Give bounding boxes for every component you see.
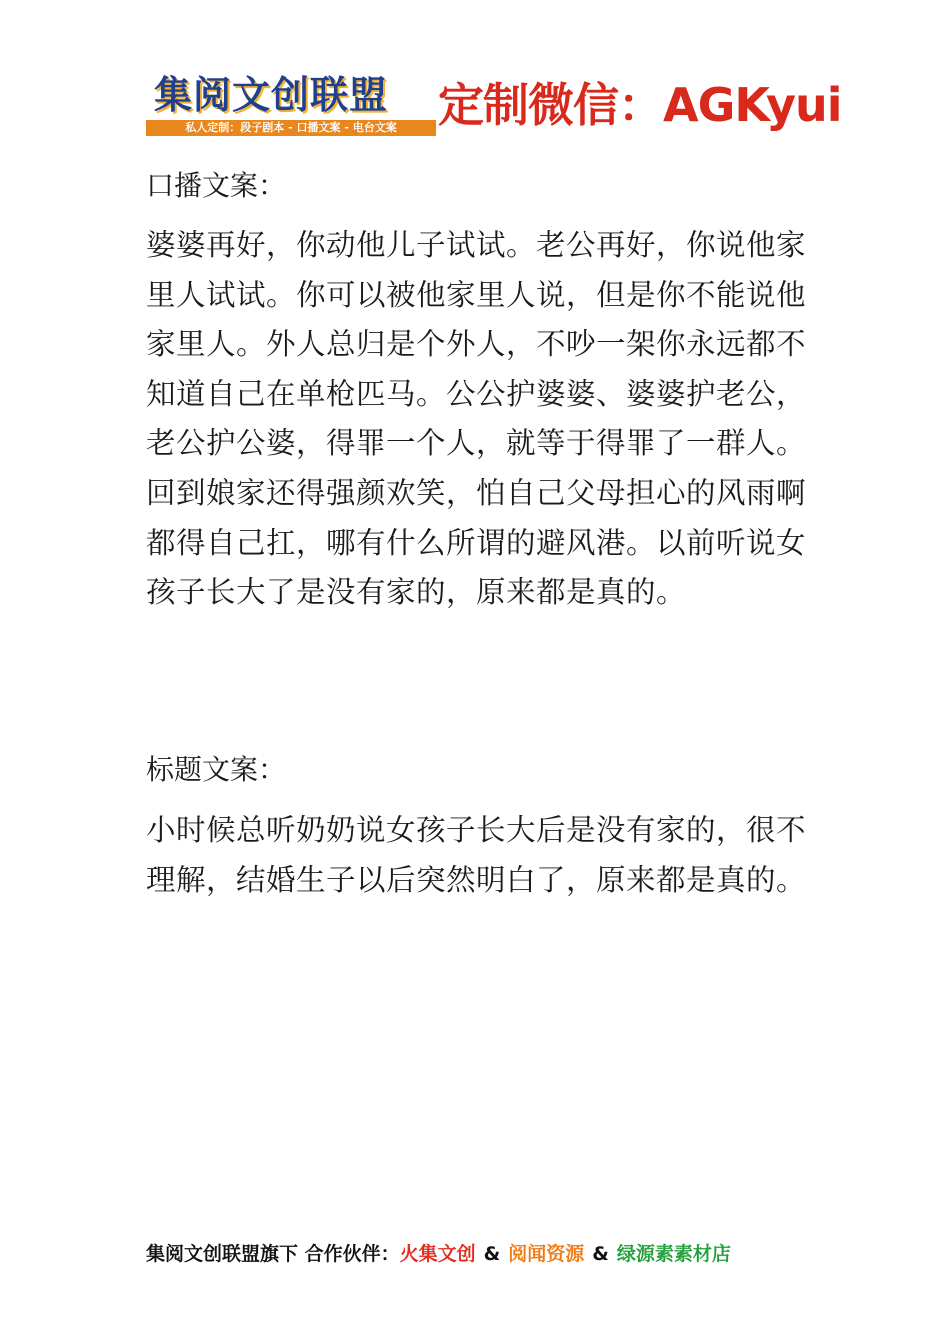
partner-3: 绿源素素材店 xyxy=(616,1243,731,1265)
brand-tagline: 私人定制：段子剧本 - 口播文案 - 电台文案 xyxy=(146,120,436,136)
brand-logo xyxy=(146,72,436,138)
partner-1: 火集文创 xyxy=(399,1243,476,1265)
section-text-biaoti: 小时候总听奶奶说女孩子长大后是没有家的，很不理解，结婚生子以后突然明白了，原来都是真的。 xyxy=(146,813,807,897)
wechat-contact: 定制微信：AGKyui xyxy=(438,78,842,132)
section-text-koubo: 婆婆再好，你动他儿子试试。老公再好，你说他家里人试试。你可以被他家里人说，但是你不能说他家里人。外人总归是个外人，不吵一架你永远都不知道自己在单枪匹马。公公护婆婆、婆婆护老公，老公护公婆，得罪一个人，就等于得罪了一群人。回到娘家还得强颜欢笑，怕自己父母担心的风雨啊都得自己扛，哪有什么所谓的避风港。以前听说女孩子长大了是没有家的，原来都是真的。 xyxy=(146,228,807,610)
partner-2: 阅闻资源 xyxy=(508,1243,585,1265)
section-label-koubo: 口播文案： xyxy=(146,169,287,202)
separator-1: & xyxy=(483,1243,501,1265)
section-label-biaoti: 标题文案： xyxy=(146,753,287,786)
header-banner xyxy=(146,72,886,138)
brand-name: 集阅文创联盟 xyxy=(154,73,389,117)
footer-prefix: 集阅文创联盟旗下 合作伙伴： xyxy=(146,1243,400,1265)
separator-2: & xyxy=(592,1243,609,1265)
footer xyxy=(146,1240,731,1268)
